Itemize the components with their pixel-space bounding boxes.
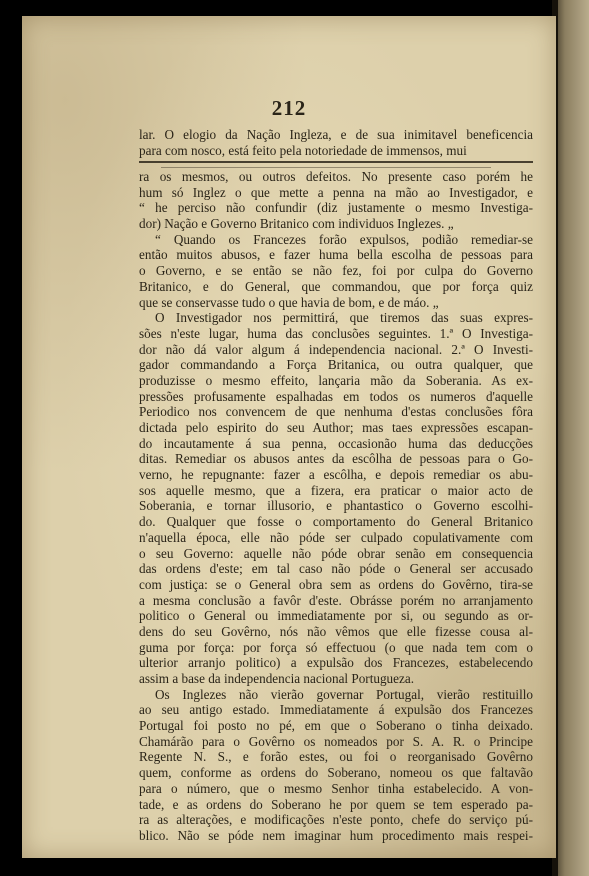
- text-line: ulterior arranjo politico) a expulsão dos Francezes, estabelecendo: [139, 655, 533, 671]
- text-line: do incautamente á sua penna, occasionão huma das deducções: [139, 435, 533, 451]
- text-line: blico. Não se póde nem imaginar hum procedimento mais respei-: [139, 827, 533, 843]
- text-line: ra as alterações, e modificações n'este ponto, chefe do serviço pú-: [139, 812, 533, 828]
- text-line: verno, he repugnante: fazer a escôlha, e depois remediar os abu-: [139, 467, 533, 483]
- text-line: que se conservasse tudo o que havia de bom, e de máo. „: [139, 294, 439, 310]
- text-line: pressões profusamente espalhadas em todos os numeros d'aquelle: [139, 388, 533, 404]
- text-line: O Investigador nos permittirá, que tiremos das suas expres-: [155, 310, 533, 326]
- text-line: Soberania, e tornar illusorio, e phantastico o Governo escolhi-: [139, 498, 533, 514]
- text-line: Chamárão para o Govêrno os nomeados por S. A. R. o Principe: [139, 733, 533, 749]
- text-line: ditas. Remediar os abusos antes da escôlha de pessoas para o Go-: [139, 451, 533, 467]
- text-line: com justiça: se o General obra sem as ordens do Govêrno, tira-se: [139, 576, 533, 592]
- text-line: a mesma conclusão a favôr d'este. Obrásse porém no arranjamento: [139, 592, 533, 608]
- text-line: tade, e as ordens do Soberano he por quem se tem esperado pa-: [139, 796, 533, 812]
- text-line: dictada pelo espirito do seu Author; mas taes expressões escapan-: [139, 420, 533, 435]
- text-line: dor) Nação e Governo Britanico com individuos Inglezes. „: [139, 216, 454, 232]
- text-line: Britanico, e do General, que commandou, que por força quiz: [139, 278, 533, 294]
- text-line: então muitos abusos, e fazer huma bella escolha de pessoas para: [139, 247, 533, 263]
- text-line: Portugal foi posto no pé, em que o Soberano o tinha deixado.: [139, 718, 533, 734]
- text-line: ra os mesmos, ou outros defeitos. No presente caso porém he: [139, 169, 533, 184]
- body-text: [139, 169, 533, 844]
- text-line: “ he perciso não confundir (diz justamente o mesmo Investiga-: [139, 200, 533, 216]
- text-line: o Governo, e se então se não fez, foi por culpa do Governo: [139, 263, 533, 279]
- text-line: das ordens d'este; em tal caso não póde o General ser accusado: [139, 561, 533, 577]
- text-line: do. Qualquer que fosse o comportamento do General Britanico: [139, 514, 533, 530]
- text-line: para o número, que o mesmo Senhor tinha estabelecido. A von-: [139, 780, 533, 796]
- text-line: sões n'este lugar, huma das conclusões seguintes. 1.ª O Investiga-: [139, 325, 533, 341]
- continued-paragraph: [139, 127, 533, 158]
- text-line: hum só Inglez o que mette a penna na mão ao Investigador, e: [139, 184, 533, 200]
- text-line: politico o General ou immediatamente por si, ou segundo as or-: [139, 608, 533, 624]
- text-line: Periodico nos convencem de que nenhuma d'estas conclusões fôra: [139, 404, 533, 420]
- text-line: n'aquella época, elle não póde ser culpado copulativamente com: [139, 529, 533, 545]
- text-line: “ Quando os Francezes forão expulsos, podião remediar-se: [155, 231, 533, 247]
- text-line: Os Inglezes não vierão governar Portugal, vierão restituillo: [155, 686, 533, 702]
- separator-rule: [139, 161, 533, 163]
- text-line: quem, conforme as ordens do Soberano, nomeou os que faltavão: [139, 765, 533, 781]
- text-line: lar. O elogio da Nação Ingleza, e de sua inimitavel beneficencia: [139, 127, 533, 142]
- text-line: para com nosco, está feito pela notoriedade de immensos, mui: [139, 142, 467, 158]
- text-line: guma por força: por força só effectuou (o que nada tem com o: [139, 639, 533, 655]
- text-line: dens do seu Govêrno, nós não vêmos que elle fizesse cousa al-: [139, 623, 533, 639]
- text-line: dor não dá valor algum á independencia nacional. 2.ª O Investi-: [139, 341, 533, 357]
- page-number: 212: [271, 96, 307, 120]
- text-line: Regente N. S., e forão estes, ou foi o reorganisado Govêrno: [139, 749, 533, 765]
- text-line: sos aquelle mesmo, que a fizera, era praticar o maior acto de: [139, 482, 533, 498]
- text-line: produzisse o mesmo effeito, lançaria mão da Soberania. As ex-: [139, 372, 533, 388]
- adjacent-page-edge: [552, 0, 589, 876]
- text-line: ao seu antigo estado. Immediatamente á expulsão dos Francezes: [139, 702, 533, 718]
- text-line: o seu Governo: aquelle não póde obrar senão em consequencia: [139, 545, 533, 561]
- text-line: gador commandando a Força Britanica, ou outra qualquer, que: [139, 357, 533, 373]
- text-line: assim a base da independencia nacional Portugueza.: [139, 671, 414, 686]
